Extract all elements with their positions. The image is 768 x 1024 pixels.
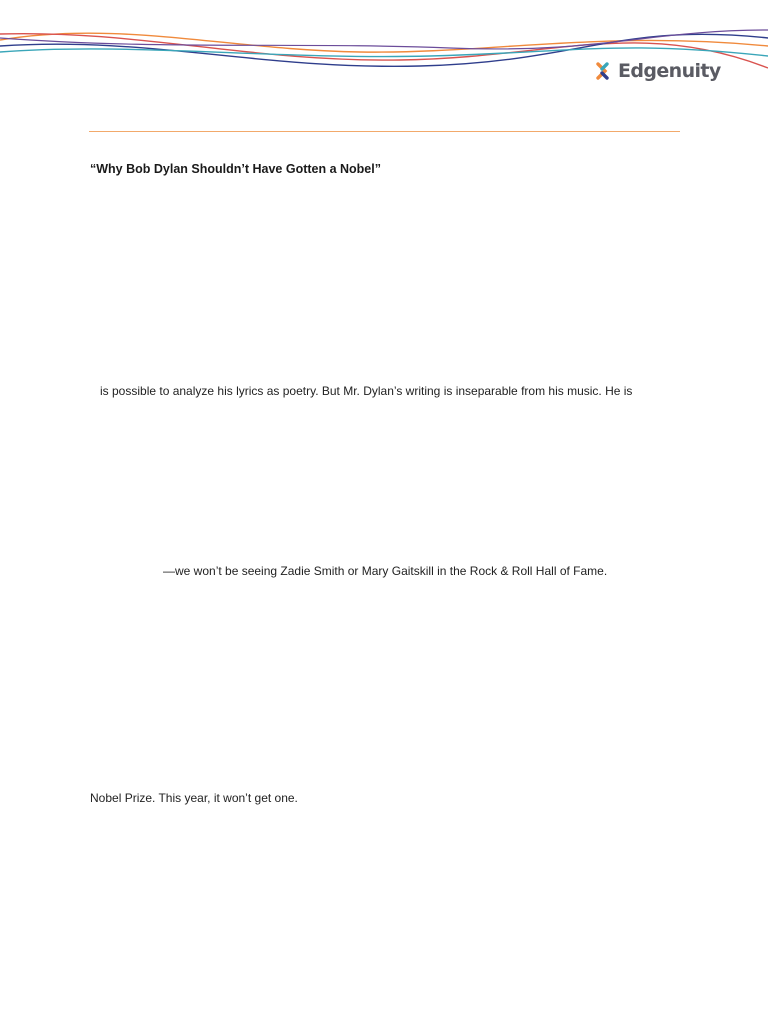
edgenuity-logo bbox=[596, 58, 721, 84]
text-line: Nobel Prize. This year, it won’t get one. bbox=[90, 791, 298, 805]
document-title: “Why Bob Dylan Shouldn’t Have Gotten a Nobel” bbox=[90, 162, 381, 176]
edgenuity-x-icon bbox=[596, 61, 616, 81]
header-divider bbox=[89, 131, 680, 132]
text-line: —we won’t be seeing Zadie Smith or Mary Gaitskill in the Rock & Roll Hall of Fame. bbox=[163, 564, 608, 578]
logo-text: Edgenuity bbox=[618, 59, 721, 82]
text-line: is possible to analyze his lyrics as poetry. But Mr. Dylan’s writing is inseparable from his music. He is bbox=[100, 384, 633, 398]
